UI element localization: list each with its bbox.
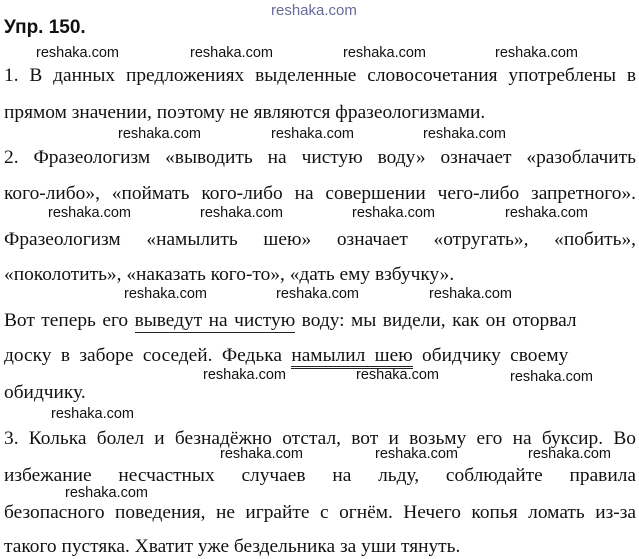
example-text: доску в заборе соседей. Федька [4, 345, 292, 366]
answer-3-line-2: избежание несчастных случаев на льду, соблюдайте правила [4, 465, 636, 486]
watermark: reshaka.com [510, 369, 594, 385]
watermark: reshaka.com [51, 406, 135, 422]
watermark: reshaka.com [495, 45, 579, 61]
example-line-3: обидчику. [4, 382, 86, 403]
answer-3-line-1: 3. Колька болел и безнадёжно отстал, вот и возьму его на буксир. Во [4, 428, 636, 449]
watermark: reshaka.com [124, 286, 208, 302]
watermark: reshaka.com [190, 45, 274, 61]
watermark: reshaka.com [343, 45, 427, 61]
watermark: reshaka.com [220, 446, 304, 462]
answer-1-line-2: прямом значении, поэтому не являются фразеологизмами. [4, 102, 486, 123]
watermark: reshaka.com [65, 485, 149, 501]
watermark: reshaka.com [423, 126, 507, 142]
answer-2-line-4: «поколотить», «наказать кого-то», «дать ему взбучку». [4, 264, 455, 285]
watermark: reshaka.com [505, 205, 589, 221]
example-text: обидчику своему [412, 345, 569, 366]
watermark: reshaka.com [48, 205, 132, 221]
answer-2-line-3: Фразеологизм «намылить шею» означает «отругать», «побить», [4, 229, 636, 250]
answer-1-line-1: 1. В данных предложениях выделенные словосочетания употреблены в [4, 65, 636, 86]
watermark: reshaka.com [200, 205, 284, 221]
example-line-2 [4, 344, 636, 368]
watermark: reshaka.com [203, 367, 287, 383]
example-text: Вот теперь его [4, 310, 135, 331]
watermark: reshaka.com [36, 45, 120, 61]
watermark: reshaka.com [276, 286, 360, 302]
watermark: reshaka.com [271, 2, 357, 19]
example-line-1 [4, 309, 636, 333]
watermark: reshaka.com [118, 126, 202, 142]
answer-2-line-2: кого-либо», «поймать кого-либо на совершении чего-либо запретного». [4, 183, 636, 204]
answer-3-line-3: безопасного поведения, не играйте с огнём. Нечего копья ломать из-за [4, 502, 636, 523]
underlined-phrase: выведут на чистую [134, 310, 296, 331]
watermark: reshaka.com [271, 126, 355, 142]
example-text: воду: мы видели, как он оторвал [295, 310, 577, 331]
watermark: reshaka.com [528, 446, 612, 462]
watermark: reshaka.com [375, 446, 459, 462]
watermark: reshaka.com [352, 205, 436, 221]
double-underlined-phrase: намылил шею [291, 345, 412, 369]
exercise-title: Упр. 150. [4, 17, 86, 38]
watermark: reshaka.com [429, 286, 513, 302]
answer-2-line-1: 2. Фразеологизм «выводить на чистую воду» означает «разоблачить [4, 147, 636, 168]
answer-3-line-4: такого пустяка. Хватит уже бездельника за уши тянуть. [4, 536, 461, 557]
watermark: reshaka.com [356, 367, 440, 383]
